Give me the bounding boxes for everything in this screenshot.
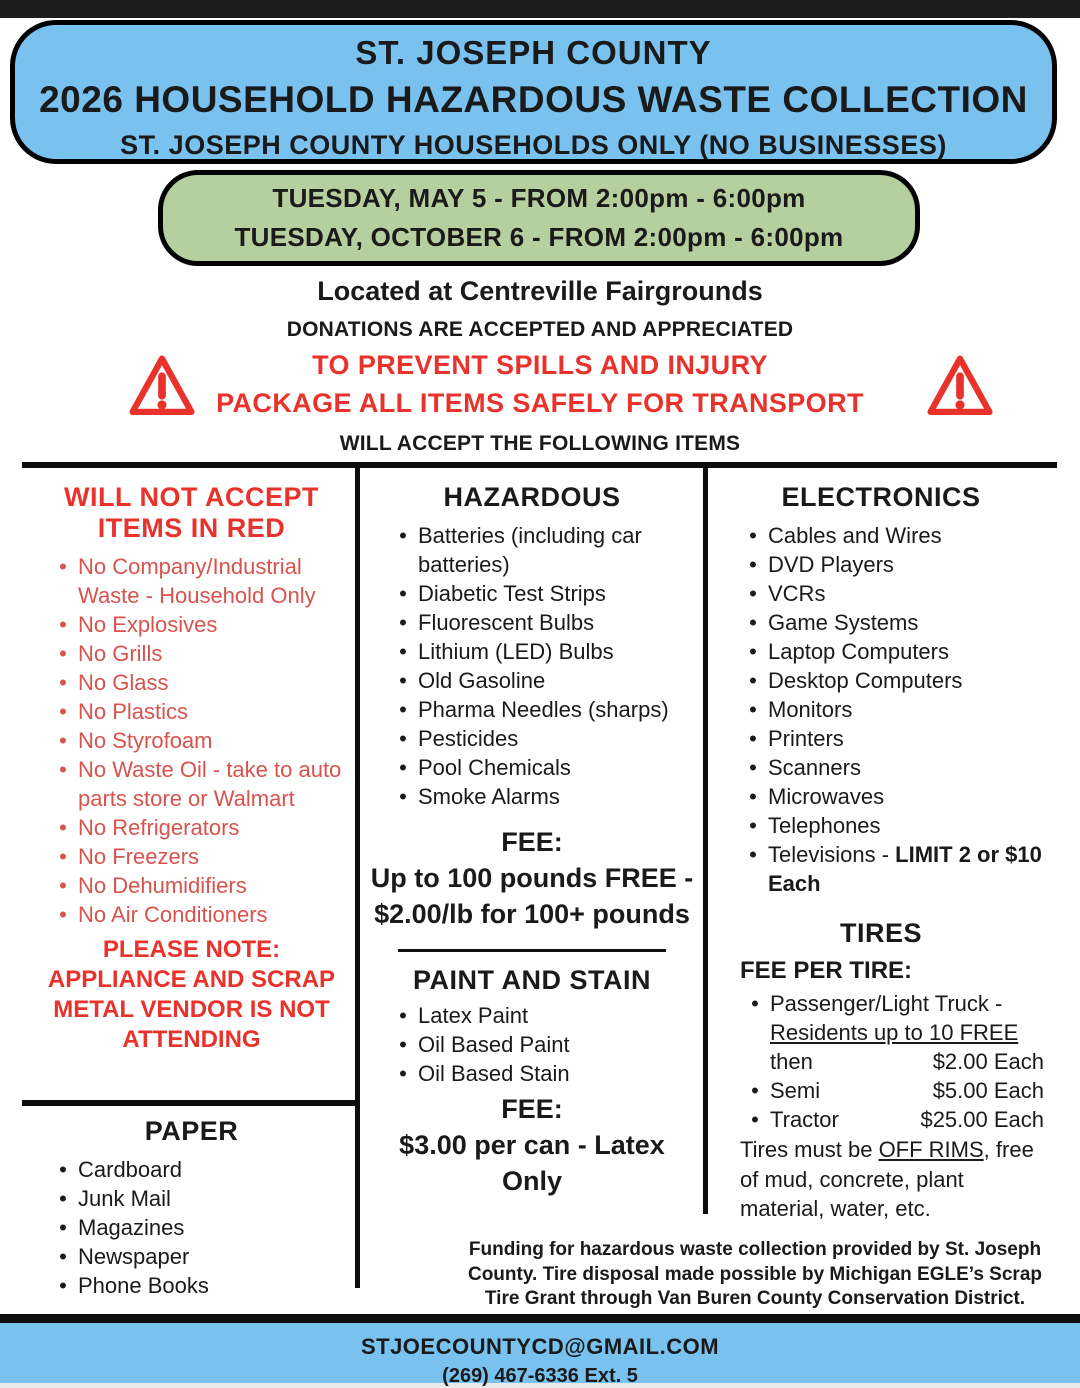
- list-item: • Lithium (LED) Bulbs: [388, 637, 698, 666]
- title-subtitle: ST. JOSEPH COUNTY HOUSEHOLDS ONLY (NO BUSINESSES): [120, 130, 947, 160]
- location-line: Located at Centreville Fairgrounds: [317, 276, 763, 306]
- will-not-accept-heading-2: ITEMS IN RED: [97, 513, 286, 543]
- list-item: • No Plastics: [48, 697, 355, 726]
- list-item: • No Air Conditioners: [48, 900, 355, 929]
- list-item: • Pool Chemicals: [388, 753, 698, 782]
- list-item: • Smoke Alarms: [388, 782, 698, 811]
- tires-note-off-rims: OFF RIMS: [878, 1137, 984, 1162]
- list-item: • Newspaper: [48, 1242, 355, 1271]
- date-may: TUESDAY, MAY 5 - FROM 2:00pm - 6:00pm: [272, 183, 806, 213]
- list-item: • No Company/Industrial Waste - Household Only: [48, 552, 355, 610]
- section-hazardous: [366, 482, 698, 1199]
- warning-line-1: TO PREVENT SPILLS AND INJURY: [312, 350, 768, 380]
- divider-horizontal-top: [22, 462, 1057, 468]
- list-item: • Cables and Wires: [738, 521, 1046, 550]
- hazardous-fee-label: FEE:: [501, 827, 563, 857]
- passenger-price: $2.00 Each: [932, 1049, 1044, 1074]
- list-item: • Scanners: [738, 753, 1046, 782]
- paint-list: [366, 1001, 698, 1088]
- tire-row-tractor: [740, 1105, 1044, 1134]
- list-item: • No Waste Oil - take to auto parts store or Walmart: [48, 755, 355, 813]
- list-item: • Game Systems: [738, 608, 1046, 637]
- contact-email: STJOECOUNTYCD@GMAIL.COM: [360, 1334, 720, 1359]
- footer-contact-bar: [0, 1323, 1080, 1387]
- list-item: • No Dehumidifiers: [48, 871, 355, 900]
- will-not-accept-list: [28, 552, 355, 929]
- warning-line-2: PACKAGE ALL ITEMS SAFELY FOR TRANSPORT: [216, 388, 864, 418]
- tires-note-prefix: Tires must be: [740, 1137, 879, 1162]
- paint-heading: PAINT AND STAIN: [413, 965, 651, 995]
- list-item: • No Refrigerators: [48, 813, 355, 842]
- passenger-then: then: [770, 1049, 813, 1074]
- electronics-list: [712, 521, 1050, 840]
- paint-fee-label: FEE:: [501, 1094, 563, 1124]
- list-item: • Latex Paint: [388, 1001, 698, 1030]
- televisions-limit: LIMIT 2 or $10 Each: [768, 842, 1042, 896]
- divider-horizontal-footer: [0, 1314, 1080, 1323]
- tires-list: [712, 989, 1050, 1134]
- tire-row-passenger: [740, 989, 1044, 1076]
- list-item: • No Grills: [48, 639, 355, 668]
- donations-line: DONATIONS ARE ACCEPTED AND APPRECIATED: [286, 318, 794, 341]
- section-paper: [28, 1116, 355, 1300]
- list-item: • No Freezers: [48, 842, 355, 871]
- top-dark-bar: [0, 0, 1080, 18]
- date-october: TUESDAY, OCTOBER 6 - FROM 2:00pm - 6:00pm: [234, 222, 844, 252]
- tires-fee-heading: FEE PER TIRE:: [740, 957, 913, 984]
- warning-triangle-icon: [127, 352, 197, 420]
- list-item: • Old Gasoline: [388, 666, 698, 695]
- list-item: [738, 840, 1046, 898]
- list-item: • VCRs: [738, 579, 1046, 608]
- list-item: • Pesticides: [388, 724, 698, 753]
- passenger-free-note: Residents up to 10 FREE: [770, 1020, 1019, 1045]
- list-item: • Monitors: [738, 695, 1046, 724]
- divider-vertical-right: [703, 462, 708, 1214]
- tires-note-suffix: , free of mud, concrete, plant material, water, etc.: [740, 1137, 1034, 1221]
- list-item: • Pharma Needles (sharps): [388, 695, 698, 724]
- tractor-price: $25.00 Each: [920, 1107, 1044, 1132]
- semi-label: • Semi: [770, 1078, 821, 1103]
- contact-phone: (269) 467-6336 Ext. 5: [442, 1365, 638, 1387]
- tractor-label: • Tractor: [770, 1107, 839, 1132]
- electronics-tv-item: [712, 840, 1050, 898]
- list-item: • Microwaves: [738, 782, 1046, 811]
- list-item: • Oil Based Paint: [388, 1030, 698, 1059]
- list-item: • Desktop Computers: [738, 666, 1046, 695]
- accept-heading: WILL ACCEPT THE FOLLOWING ITEMS: [339, 432, 741, 455]
- list-item: • Junk Mail: [48, 1184, 355, 1213]
- list-item: • No Explosives: [48, 610, 355, 639]
- list-item: • Batteries (including car batteries): [388, 521, 698, 579]
- electronics-heading: ELECTRONICS: [781, 482, 981, 512]
- tires-condition-note: [712, 1135, 1050, 1224]
- paper-heading: PAPER: [144, 1116, 239, 1146]
- list-item: • No Glass: [48, 668, 355, 697]
- list-item: • Printers: [738, 724, 1046, 753]
- list-item: • Cardboard: [48, 1155, 355, 1184]
- tires-heading: TIRES: [839, 918, 922, 948]
- paint-fee-text: $3.00 per can - Latex Only: [399, 1130, 665, 1196]
- list-item: • Fluorescent Bulbs: [388, 608, 698, 637]
- list-item: • Laptop Computers: [738, 637, 1046, 666]
- tire-row-semi: [740, 1076, 1044, 1105]
- divider-horizontal-left-column: [22, 1100, 355, 1106]
- title-main: 2026 HOUSEHOLD HAZARDOUS WASTE COLLECTION: [39, 79, 1028, 120]
- semi-price: $5.00 Each: [932, 1078, 1044, 1103]
- section-will-not-accept: [28, 482, 355, 1055]
- funding-note: Funding for hazardous waste collection provided by St. Joseph County. Tire disposal made possible by Michigan EGLE’s Scrap Tire Grant through Van Buren County Conservation District.: [467, 1239, 1042, 1309]
- header-title-box: [10, 20, 1057, 164]
- passenger-label: • Passenger/Light Truck -: [770, 991, 1003, 1016]
- vendor-note-line-2: APPLIANCE AND SCRAP METAL VENDOR IS NOT ATTENDING: [47, 966, 336, 1053]
- title-county: ST. JOSEPH COUNTY: [355, 34, 712, 71]
- list-item: • Diabetic Test Strips: [388, 579, 698, 608]
- list-item: • Phone Books: [48, 1271, 355, 1300]
- list-item: • Magazines: [48, 1213, 355, 1242]
- list-item: • Oil Based Stain: [388, 1059, 698, 1088]
- vendor-note-line-1: PLEASE NOTE:: [102, 936, 281, 963]
- hazardous-fee-text: Up to 100 pounds FREE - $2.00/lb for 100+ pounds: [370, 863, 694, 929]
- divider-horizontal-mid-column: [398, 949, 666, 952]
- collection-dates-box: [158, 170, 920, 266]
- hazardous-heading: HAZARDOUS: [443, 482, 621, 512]
- list-item: • Telephones: [738, 811, 1046, 840]
- list-item: • DVD Players: [738, 550, 1046, 579]
- list-item: • No Styrofoam: [48, 726, 355, 755]
- warning-triangle-icon: [925, 352, 995, 420]
- divider-vertical-left: [355, 462, 360, 1288]
- section-electronics: [712, 482, 1050, 1224]
- paper-list: [28, 1155, 355, 1300]
- will-not-accept-heading-1: WILL NOT ACCEPT: [64, 482, 319, 512]
- televisions-label: Televisions -: [768, 842, 896, 867]
- hazardous-list: [366, 521, 698, 811]
